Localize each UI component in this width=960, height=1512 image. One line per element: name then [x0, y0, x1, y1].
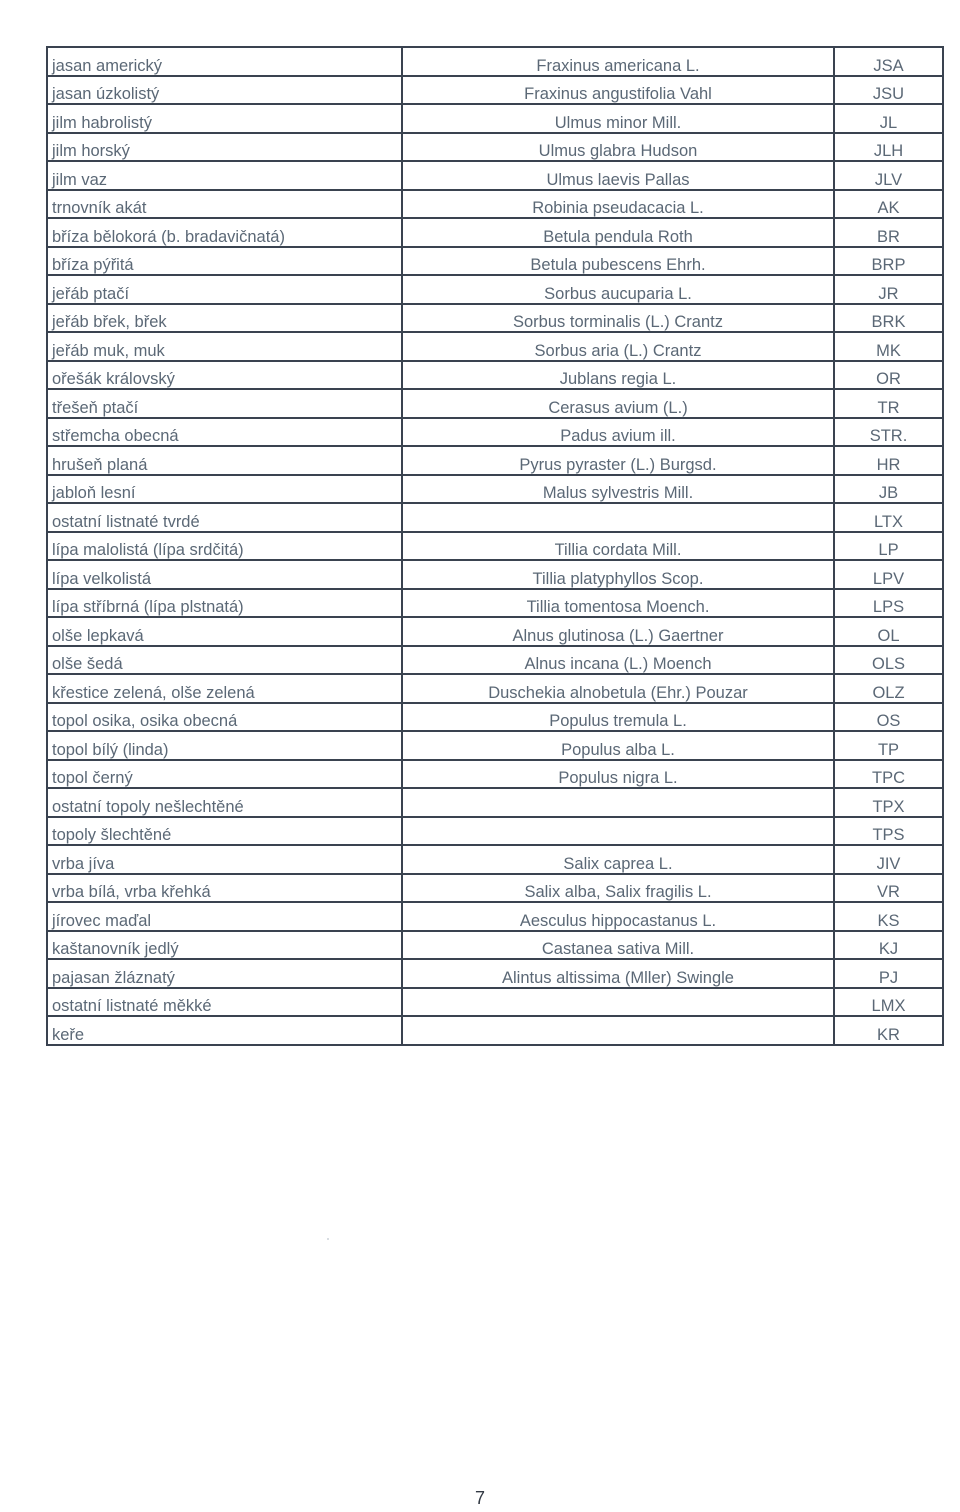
czech-name-cell: střemcha obecná	[47, 418, 402, 447]
czech-name-cell: keře	[47, 1016, 402, 1045]
species-code-cell: MK	[834, 332, 943, 361]
latin-name-cell: Populus nigra L.	[402, 760, 834, 789]
table-row	[47, 902, 943, 931]
latin-name-cell: Tillia tomentosa Moench.	[402, 589, 834, 618]
czech-name-cell: jilm horský	[47, 133, 402, 162]
czech-name-cell: topol osika, osika obecná	[47, 703, 402, 732]
species-code-cell: JSU	[834, 76, 943, 105]
table-row	[47, 959, 943, 988]
latin-name-cell: Padus avium ill.	[402, 418, 834, 447]
latin-name-cell: Alnus incana (L.) Moench	[402, 646, 834, 675]
table-row	[47, 988, 943, 1017]
latin-name-cell: Populus alba L.	[402, 731, 834, 760]
latin-name-cell: Fraxinus americana L.	[402, 47, 834, 76]
table-row	[47, 646, 943, 675]
species-code-cell: LPV	[834, 560, 943, 589]
table-row	[47, 104, 943, 133]
table-row	[47, 503, 943, 532]
czech-name-cell: olše lepkavá	[47, 617, 402, 646]
czech-name-cell: ostatní listnaté tvrdé	[47, 503, 402, 532]
czech-name-cell: ostatní topoly nešlechtěné	[47, 788, 402, 817]
latin-name-cell: Jublans regia L.	[402, 361, 834, 390]
species-code-cell: KR	[834, 1016, 943, 1045]
table-row	[47, 817, 943, 846]
czech-name-cell: jeřáb ptačí	[47, 275, 402, 304]
table-row	[47, 731, 943, 760]
latin-name-cell	[402, 817, 834, 846]
species-code-cell: PJ	[834, 959, 943, 988]
table-row	[47, 475, 943, 504]
species-code-cell: BRP	[834, 247, 943, 276]
czech-name-cell: hrušeň planá	[47, 446, 402, 475]
latin-name-cell: Alnus glutinosa (L.) Gaertner	[402, 617, 834, 646]
latin-name-cell: Alintus altissima (Mller) Swingle	[402, 959, 834, 988]
species-code-cell: JB	[834, 475, 943, 504]
latin-name-cell: Salix caprea L.	[402, 845, 834, 874]
species-code-cell: OLZ	[834, 674, 943, 703]
table-row	[47, 247, 943, 276]
czech-name-cell: vrba jíva	[47, 845, 402, 874]
latin-name-cell: Malus sylvestris Mill.	[402, 475, 834, 504]
latin-name-cell: Tillia platyphyllos Scop.	[402, 560, 834, 589]
czech-name-cell: topol bílý (linda)	[47, 731, 402, 760]
species-code-cell: OS	[834, 703, 943, 732]
species-code-cell: JLV	[834, 161, 943, 190]
table-row	[47, 76, 943, 105]
latin-name-cell: Aesculus hippocastanus L.	[402, 902, 834, 931]
table-row	[47, 332, 943, 361]
table-row	[47, 760, 943, 789]
czech-name-cell: olše šedá	[47, 646, 402, 675]
species-code-cell: JLH	[834, 133, 943, 162]
species-code-cell: TR	[834, 389, 943, 418]
species-code-cell: KS	[834, 902, 943, 931]
table-row	[47, 446, 943, 475]
species-code-cell: OR	[834, 361, 943, 390]
latin-name-cell	[402, 988, 834, 1017]
latin-name-cell: Populus tremula L.	[402, 703, 834, 732]
czech-name-cell: topoly šlechtěné	[47, 817, 402, 846]
latin-name-cell	[402, 1016, 834, 1045]
czech-name-cell: jasan úzkolistý	[47, 76, 402, 105]
table-row	[47, 218, 943, 247]
table-row	[47, 190, 943, 219]
table-row	[47, 931, 943, 960]
page-number: 7	[474, 1488, 485, 1508]
latin-name-cell: Ulmus laevis Pallas	[402, 161, 834, 190]
species-code-cell: BR	[834, 218, 943, 247]
species-code-cell: TP	[834, 731, 943, 760]
table-row	[47, 845, 943, 874]
latin-name-cell: Betula pendula Roth	[402, 218, 834, 247]
czech-name-cell: trnovník akát	[47, 190, 402, 219]
latin-name-cell: Castanea sativa Mill.	[402, 931, 834, 960]
czech-name-cell: ořešák královský	[47, 361, 402, 390]
species-code-cell: JR	[834, 275, 943, 304]
species-code-cell: OL	[834, 617, 943, 646]
table-row	[47, 1016, 943, 1045]
czech-name-cell: ostatní listnaté měkké	[47, 988, 402, 1017]
latin-name-cell: Betula pubescens Ehrh.	[402, 247, 834, 276]
species-code-cell: LPS	[834, 589, 943, 618]
czech-name-cell: jabloň lesní	[47, 475, 402, 504]
czech-name-cell: jilm habrolistý	[47, 104, 402, 133]
species-code-cell: TPS	[834, 817, 943, 846]
latin-name-cell: Ulmus glabra Hudson	[402, 133, 834, 162]
czech-name-cell: jilm vaz	[47, 161, 402, 190]
czech-name-cell: bříza pýřitá	[47, 247, 402, 276]
table-row	[47, 161, 943, 190]
latin-name-cell: Ulmus minor Mill.	[402, 104, 834, 133]
czech-name-cell: lípa stříbrná (lípa plstnatá)	[47, 589, 402, 618]
species-code-cell: STR.	[834, 418, 943, 447]
species-code-cell: TPX	[834, 788, 943, 817]
czech-name-cell: kaštanovník jedlý	[47, 931, 402, 960]
latin-name-cell: Salix alba, Salix fragilis L.	[402, 874, 834, 903]
latin-name-cell	[402, 788, 834, 817]
latin-name-cell: Tillia cordata Mill.	[402, 532, 834, 561]
table-row	[47, 674, 943, 703]
czech-name-cell: třešeň ptačí	[47, 389, 402, 418]
species-code-cell: JIV	[834, 845, 943, 874]
species-code-cell: HR	[834, 446, 943, 475]
table-row	[47, 275, 943, 304]
table-row	[47, 133, 943, 162]
species-code-cell: LMX	[834, 988, 943, 1017]
species-code-cell: JL	[834, 104, 943, 133]
species-code-cell: TPC	[834, 760, 943, 789]
species-code-cell: KJ	[834, 931, 943, 960]
czech-name-cell: lípa malolistá (lípa srdčitá)	[47, 532, 402, 561]
latin-name-cell: Sorbus aria (L.) Crantz	[402, 332, 834, 361]
latin-name-cell: Duschekia alnobetula (Ehr.) Pouzar	[402, 674, 834, 703]
latin-name-cell: Sorbus torminalis (L.) Crantz	[402, 304, 834, 333]
species-table	[46, 46, 944, 1046]
table-row	[47, 304, 943, 333]
table-row	[47, 560, 943, 589]
czech-name-cell: lípa velkolistá	[47, 560, 402, 589]
species-table-body	[47, 47, 943, 1045]
latin-name-cell: Cerasus avium (L.)	[402, 389, 834, 418]
latin-name-cell: Sorbus aucuparia L.	[402, 275, 834, 304]
table-row	[47, 418, 943, 447]
czech-name-cell: jírovec maďal	[47, 902, 402, 931]
table-row	[47, 617, 943, 646]
species-code-cell: LP	[834, 532, 943, 561]
table-row	[47, 361, 943, 390]
species-code-cell: VR	[834, 874, 943, 903]
table-row	[47, 788, 943, 817]
czech-name-cell: pajasan žláznatý	[47, 959, 402, 988]
latin-name-cell	[402, 503, 834, 532]
latin-name-cell: Fraxinus angustifolia Vahl	[402, 76, 834, 105]
latin-name-cell: Pyrus pyraster (L.) Burgsd.	[402, 446, 834, 475]
species-code-cell: LTX	[834, 503, 943, 532]
czech-name-cell: jeřáb břek, břek	[47, 304, 402, 333]
species-code-cell: BRK	[834, 304, 943, 333]
table-row	[47, 47, 943, 76]
table-row	[47, 874, 943, 903]
table-row	[47, 703, 943, 732]
latin-name-cell: Robinia pseudacacia L.	[402, 190, 834, 219]
czech-name-cell: jeřáb muk, muk	[47, 332, 402, 361]
species-code-cell: OLS	[834, 646, 943, 675]
czech-name-cell: křestice zelená, olše zelená	[47, 674, 402, 703]
scan-speck	[327, 1238, 329, 1240]
czech-name-cell: vrba bílá, vrba křehká	[47, 874, 402, 903]
czech-name-cell: jasan americký	[47, 47, 402, 76]
czech-name-cell: topol černý	[47, 760, 402, 789]
table-row	[47, 532, 943, 561]
czech-name-cell: bříza bělokorá (b. bradavičnatá)	[47, 218, 402, 247]
species-code-cell: AK	[834, 190, 943, 219]
species-code-cell: JSA	[834, 47, 943, 76]
table-row	[47, 589, 943, 618]
table-row	[47, 389, 943, 418]
